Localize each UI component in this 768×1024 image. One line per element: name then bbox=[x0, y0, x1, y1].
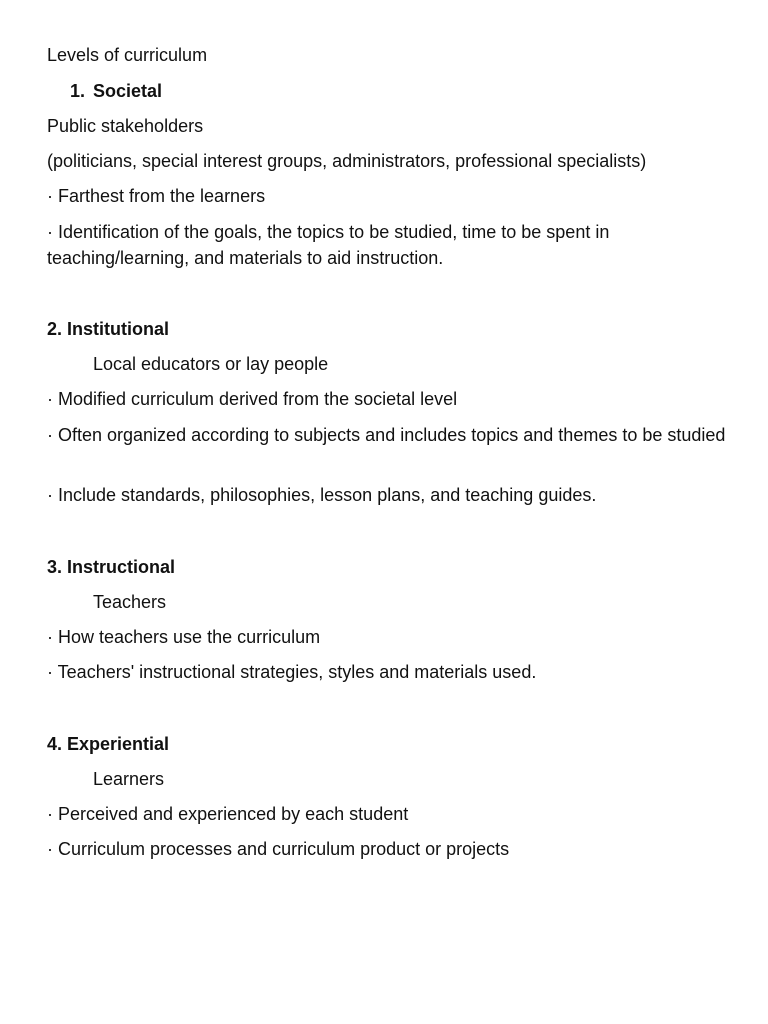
section-subtitle: Learners bbox=[93, 769, 165, 789]
bullet-item: · Perceived and experienced by each student bbox=[47, 804, 409, 824]
section-subtitle: Local educators or lay people bbox=[93, 354, 329, 374]
document-title: Levels of curriculum bbox=[47, 45, 208, 65]
section-heading-label: Societal bbox=[93, 81, 163, 101]
bullet-item: · Farthest from the learners bbox=[47, 186, 266, 206]
section-subtitle: Teachers bbox=[93, 592, 167, 612]
section-number: 1. bbox=[70, 81, 86, 101]
bullet-item: · Identification of the goals, the topics to be studied, time to be spent in teaching/learning, and materials to aid instruction. bbox=[47, 222, 610, 268]
section-heading-societal bbox=[70, 78, 750, 104]
section-subtitle: Public stakeholders bbox=[47, 116, 204, 136]
section-detail: (politicians, special interest groups, administrators, professional specialists) bbox=[47, 151, 647, 171]
bullet-item: · Teachers' instructional strategies, styles and materials used. bbox=[47, 662, 537, 682]
bullet-item: · Often organized according to subjects and includes topics and themes to be studied bbox=[47, 425, 726, 445]
bullet-item: · Modified curriculum derived from the societal level bbox=[47, 389, 458, 409]
bullet-item: · Curriculum processes and curriculum product or projects bbox=[47, 839, 510, 859]
bullet-item: · How teachers use the curriculum bbox=[47, 627, 321, 647]
section-heading-instructional: 3. Instructional bbox=[47, 557, 176, 577]
section-heading-institutional: 2. Institutional bbox=[47, 319, 170, 339]
bullet-item: · Include standards, philosophies, lesson plans, and teaching guides. bbox=[47, 485, 597, 505]
section-heading-experiential: 4. Experiential bbox=[47, 734, 170, 754]
